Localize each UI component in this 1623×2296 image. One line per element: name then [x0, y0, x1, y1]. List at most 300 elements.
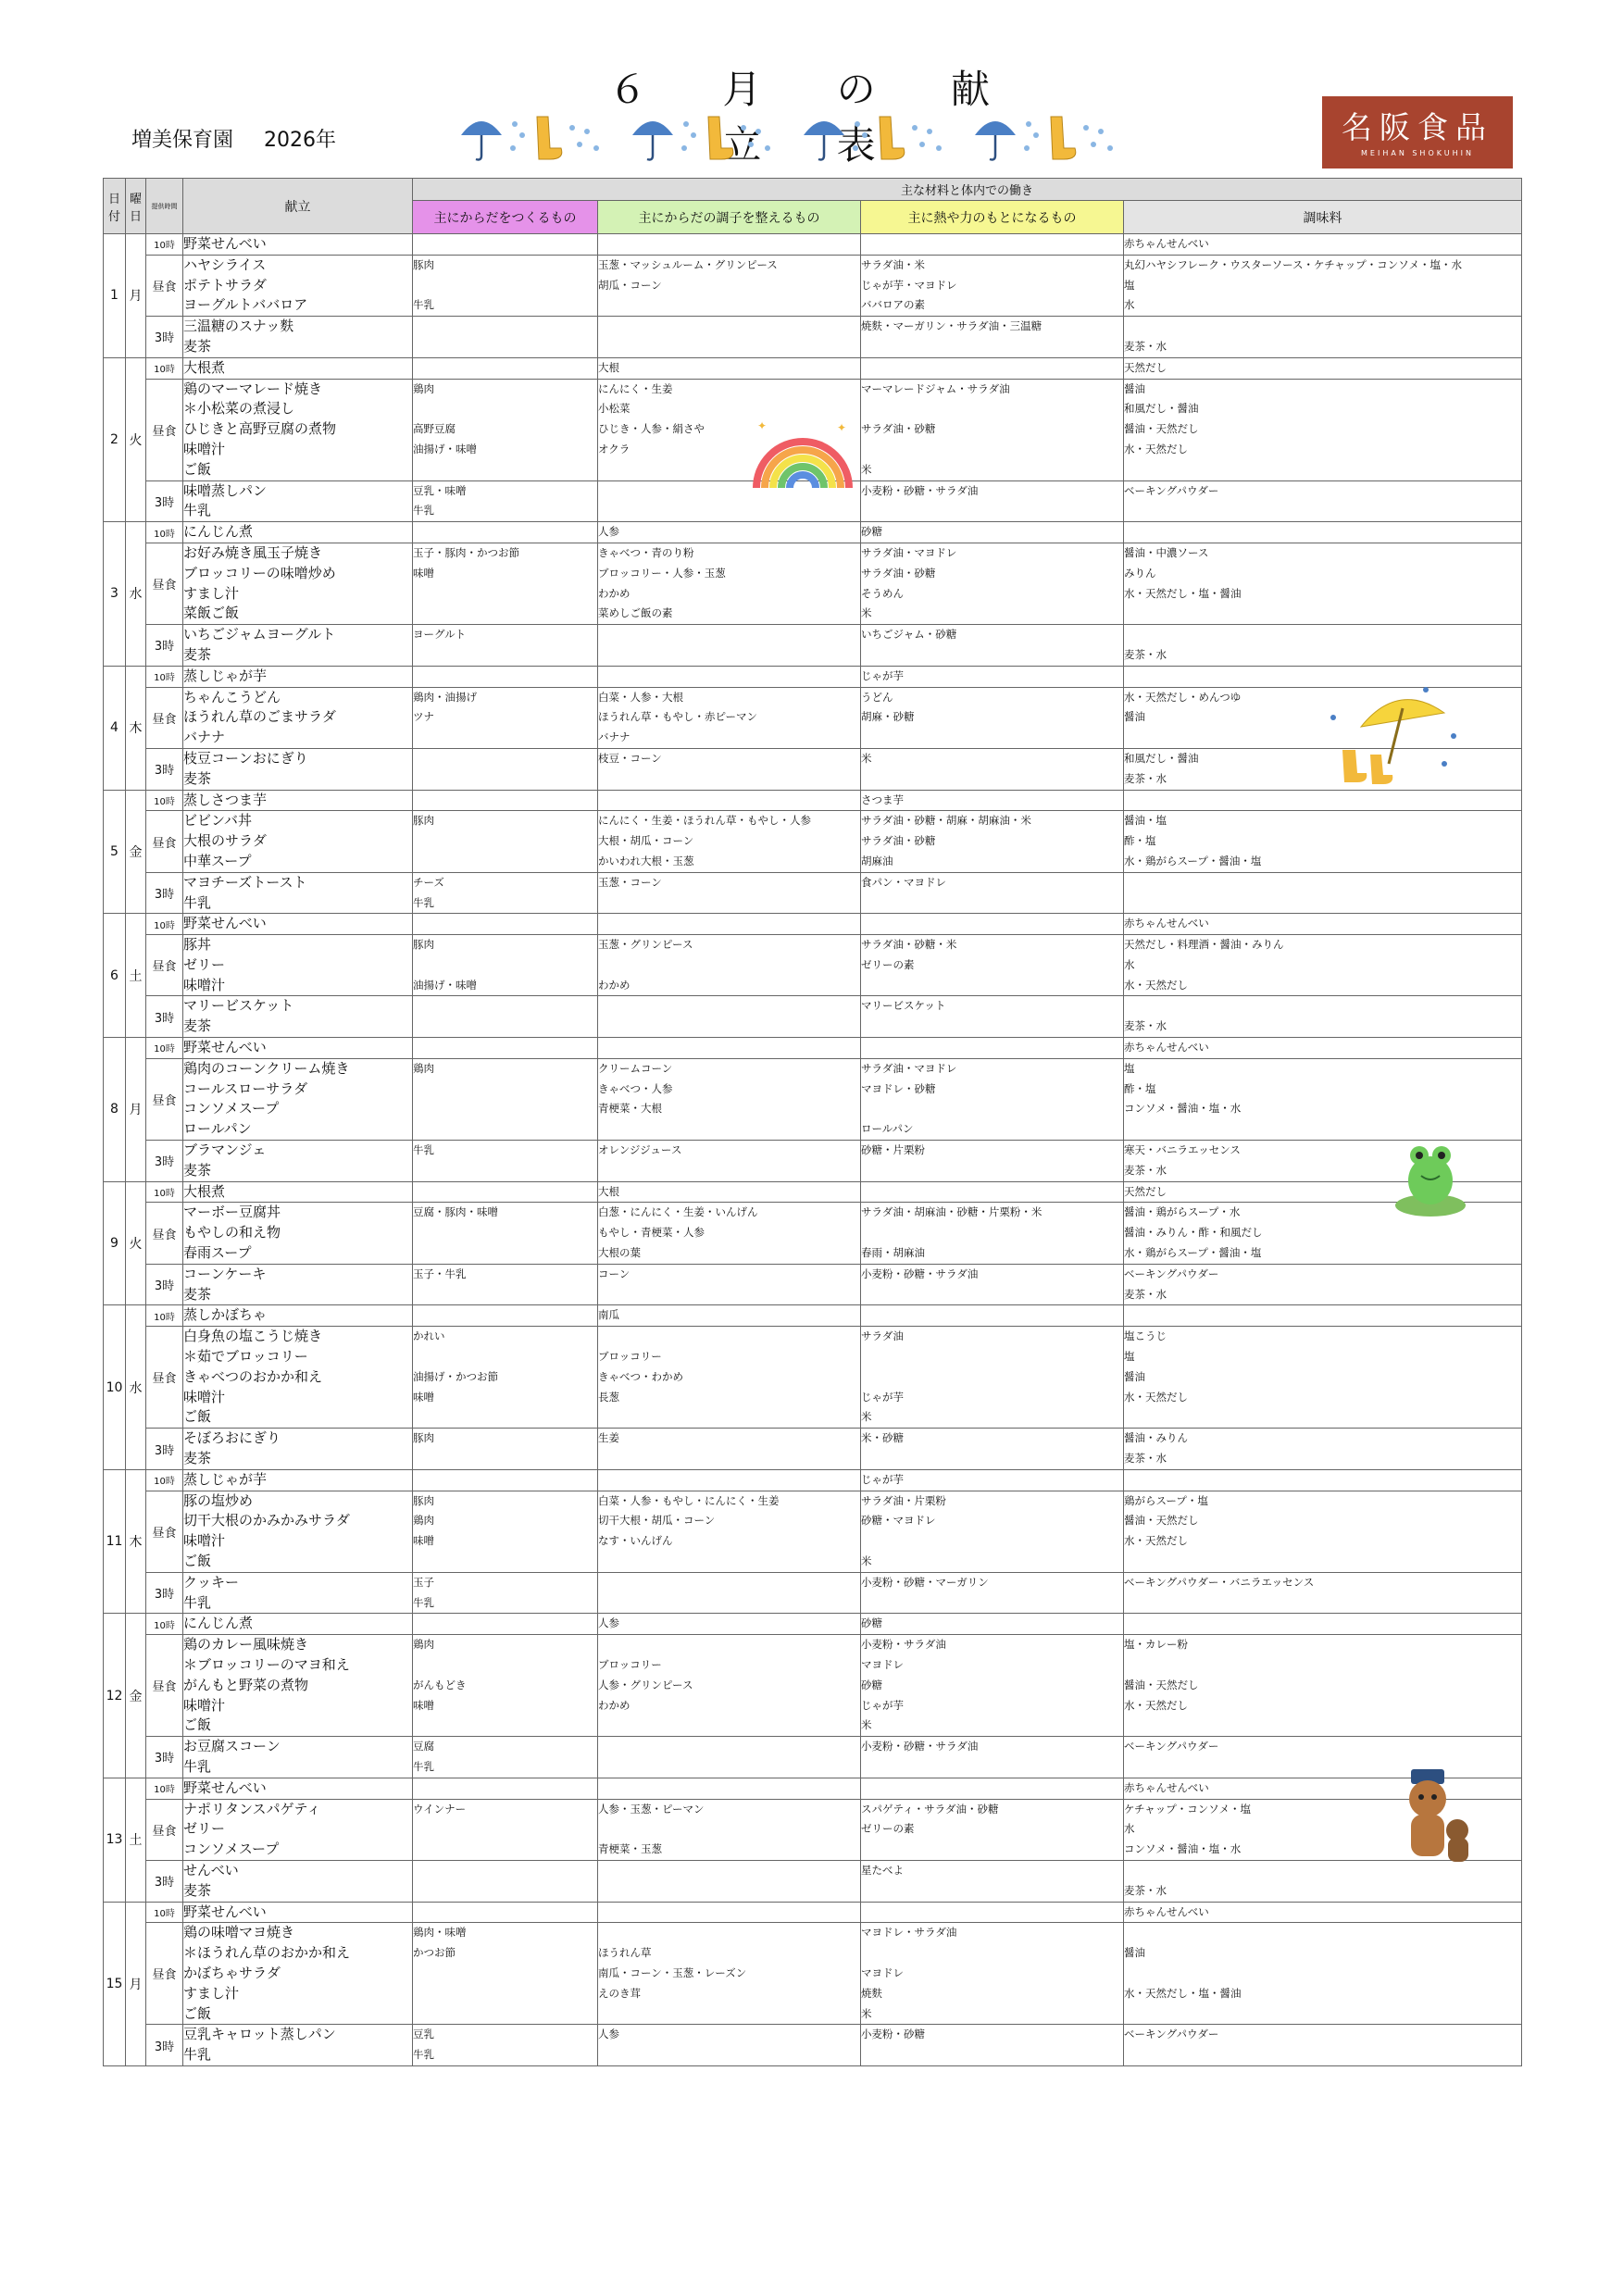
dish-name: 蒸しかぼちゃ: [183, 1306, 268, 1324]
dish-name: コンソメスープ: [183, 1841, 280, 1858]
energy-cell: [861, 1429, 1124, 1470]
menu-row-lunch: [104, 687, 1522, 748]
energy-cell: [861, 996, 1124, 1038]
dish-name: クッキー: [183, 1573, 240, 1591]
dish-name: ゼリー: [183, 955, 226, 973]
ingredient: サラダ油・砂糖: [861, 566, 936, 580]
dish-name: 味噌汁: [183, 1388, 226, 1405]
date-cell: 15: [104, 1902, 126, 2065]
energy-cell: [861, 914, 1124, 935]
ingredient: [413, 460, 597, 480]
regulate-body-cell: [598, 1141, 861, 1182]
ingredient: ブロッコリー: [598, 1350, 662, 1364]
energy-cell: [861, 625, 1124, 667]
menu-row-lunch: [104, 1635, 1522, 1737]
seasoning-cell: [1124, 1614, 1522, 1635]
ingredient: 砂糖・片栗粉: [861, 1143, 925, 1157]
dish-cell: [183, 234, 413, 256]
energy-cell: [861, 1614, 1124, 1635]
energy-cell: [861, 1737, 1124, 1778]
ingredient: [598, 645, 860, 666]
weekday-cell: 金: [126, 790, 146, 914]
ingredient: [598, 1017, 860, 1037]
frog-illustration: [1393, 1129, 1467, 1217]
ingredient: [413, 1903, 597, 1923]
time-slot: 10時: [146, 234, 183, 256]
ingredient: [413, 1470, 597, 1491]
seasoning: 和風だし・醤油: [1124, 402, 1199, 416]
ingredient: [413, 1778, 597, 1799]
ingredient: 米: [861, 606, 872, 620]
seasoning: 醤油: [1124, 710, 1145, 724]
ingredient: [861, 2045, 1123, 2065]
energy-cell: [861, 1327, 1124, 1429]
build-body-cell: [413, 255, 598, 316]
regulate-body-cell: [598, 1799, 861, 1860]
dish-name: ゼリー: [183, 1820, 226, 1838]
seasoning: 丸幻ハヤシフレーク・ウスターソース・ケチャップ・コンソメ・塩・水: [1124, 257, 1463, 271]
svg-text:✦: ✦: [757, 419, 768, 432]
ingredient: 牛乳: [413, 2048, 434, 2062]
ingredient: ゼリーの素: [861, 957, 915, 971]
ingredient: 鶏肉・味噌: [413, 1926, 467, 1940]
energy-cell: [861, 234, 1124, 256]
ingredient: [861, 1449, 1123, 1469]
build-body-cell: [413, 1635, 598, 1737]
dish-name: 鶏肉のコーンクリーム焼き: [183, 1059, 350, 1077]
time-slot: 昼食: [146, 811, 183, 872]
ingredient: 牛乳: [413, 1143, 434, 1157]
time-slot: 10時: [146, 790, 183, 811]
dish-name: ＊ほうれん草のおかか和え: [183, 1944, 351, 1962]
seasoning: 醤油・鶏がらスープ・水: [1124, 1205, 1241, 1219]
ingredient: [413, 831, 597, 852]
energy-cell: [861, 790, 1124, 811]
seasoning: [1124, 873, 1521, 893]
ingredient: [413, 914, 597, 934]
ingredient: 白菜・人参・大根: [598, 690, 683, 704]
time-slot: 昼食: [146, 1923, 183, 2025]
school-info: [131, 124, 360, 153]
ingredient: 菜めしご飯の素: [598, 606, 673, 620]
ingredient: [861, 1943, 1123, 1964]
menu-row-lunch: [104, 935, 1522, 996]
ingredient: ツナ: [413, 710, 434, 724]
seasoning: 赤ちゃんせんべい: [1124, 237, 1209, 250]
regulate-body-cell: [598, 666, 861, 687]
date-cell: 12: [104, 1614, 126, 1778]
date-cell: 8: [104, 1038, 126, 1182]
ingredient: [598, 1716, 860, 1736]
dish-name: 鶏のカレー風味焼き: [183, 1636, 309, 1653]
dish-cell: [183, 1264, 413, 1305]
ingredient: さつま芋: [861, 792, 904, 806]
seasoning-cell: [1124, 1058, 1522, 1140]
regulate-body-cell: [598, 1572, 861, 1614]
time-slot: 3時: [146, 1860, 183, 1902]
ingredient: きゃべつ・わかめ: [598, 1369, 683, 1383]
school-name: 増美保育園: [131, 129, 234, 152]
logo-subtext: MEIHAN SHOKUHIN: [1361, 149, 1474, 157]
energy-cell: [861, 1469, 1124, 1491]
ingredient: 焼麩: [861, 1986, 882, 2000]
ingredient: [413, 1840, 597, 1860]
weekday-cell: 月: [126, 1038, 146, 1182]
ingredient: なす・いんげん: [598, 1534, 673, 1548]
ingredient: 米・砂糖: [861, 1431, 904, 1445]
seasoning: 水・天然だし・めんつゆ: [1124, 690, 1242, 704]
ingredient: [413, 1819, 597, 1840]
ingredient: [413, 1119, 597, 1140]
build-body-cell: [413, 480, 598, 522]
dish-cell: [183, 543, 413, 624]
ingredient: [413, 1984, 597, 2004]
ingredient: [598, 1573, 860, 1593]
time-slot: 昼食: [146, 935, 183, 996]
build-body-cell: [413, 1038, 598, 1059]
header-date: 日付: [104, 179, 126, 234]
dish-cell: [183, 480, 413, 522]
dish-name: ご飯: [183, 1553, 212, 1569]
ingredient: マヨドレ・サラダ油: [861, 1926, 957, 1940]
seasoning-cell: [1124, 1572, 1522, 1614]
ingredient: [598, 625, 860, 645]
time-slot: 10時: [146, 522, 183, 543]
ingredient: [413, 337, 597, 357]
ingredient: わかめ: [598, 1698, 630, 1712]
time-slot: 3時: [146, 996, 183, 1038]
dish-cell: [183, 625, 413, 667]
build-body-cell: [413, 1923, 598, 2025]
dish-name: 枝豆コーンおにぎり: [183, 749, 308, 767]
seasoning: 水: [1124, 957, 1135, 971]
ingredient: 青梗菜・玉葱: [598, 1842, 662, 1856]
energy-cell: [861, 1141, 1124, 1182]
ingredient: [861, 1182, 1123, 1203]
energy-cell: [861, 1799, 1124, 1860]
weekday-cell: 土: [126, 914, 146, 1038]
seasoning: [1124, 1614, 1521, 1634]
ingredient: 玉葱・マッシュルーム・グリンピース: [598, 257, 778, 271]
dish-name: 蒸しじゃが芋: [183, 667, 268, 684]
seasoning: 水・天然だし・塩・醤油: [1124, 1986, 1242, 2000]
time-slot: 3時: [146, 1737, 183, 1778]
umbrella-boots-illustration: [1324, 671, 1463, 792]
seasoning: [1124, 501, 1521, 521]
seasoning-cell: [1124, 1327, 1522, 1429]
regulate-body-cell: [598, 811, 861, 872]
regulate-body-cell: [598, 872, 861, 914]
regulate-body-cell: [598, 1902, 861, 1923]
dish-name: ロールパン: [183, 1120, 252, 1138]
ingredient: [861, 1347, 1123, 1367]
menu-row-morning: [104, 1614, 1522, 1635]
ingredient: [413, 1552, 597, 1572]
dish-name: 麦茶: [183, 1285, 212, 1303]
company-logo: [1322, 96, 1513, 168]
ingredient: 味噌: [413, 566, 434, 580]
regulate-body-cell: [598, 996, 861, 1038]
dish-cell: [183, 1038, 413, 1059]
ingredient: 鶏肉: [413, 1061, 434, 1075]
time-slot: 昼食: [146, 687, 183, 748]
build-body-cell: [413, 1860, 598, 1902]
seasoning: みりん: [1124, 566, 1156, 580]
regulate-body-cell: [598, 625, 861, 667]
seasoning: [1124, 1470, 1521, 1491]
ingredient: じゃが芋: [861, 1472, 904, 1486]
ingredient: [861, 1778, 1123, 1799]
ingredient: 玉葱・グリンピース: [598, 938, 693, 952]
dish-cell: [183, 914, 413, 935]
ingredient: [413, 522, 597, 543]
ingredient: [413, 604, 597, 624]
regulate-body-cell: [598, 748, 861, 790]
ingredient: 牛乳: [413, 298, 434, 312]
regulate-body-cell: [598, 1635, 861, 1737]
dish-name: 鶏のマーマレード焼き: [183, 380, 323, 397]
ingredient: [598, 1161, 860, 1181]
seasoning-cell: [1124, 935, 1522, 996]
seasoning: ベーキングパウダー: [1124, 1267, 1219, 1280]
dish-name: 牛乳: [183, 502, 212, 519]
seasoning: 水・天然だし: [1124, 1534, 1188, 1548]
ingredient: 南瓜: [598, 1308, 619, 1322]
dish-name: 麦茶: [183, 1161, 212, 1179]
ingredient: 人参・グリンピース: [598, 1678, 693, 1691]
energy-cell: [861, 317, 1124, 358]
seasoning: ケチャップ・コンソメ・塩: [1124, 1802, 1251, 1816]
regulate-body-cell: [598, 1491, 861, 1572]
build-body-cell: [413, 914, 598, 935]
dish-cell: [183, 1799, 413, 1860]
time-slot: 昼食: [146, 1799, 183, 1860]
ingredient: [598, 769, 860, 790]
time-slot: 10時: [146, 666, 183, 687]
seasoning: [1124, 1655, 1521, 1676]
dish-name: ビビンバ丼: [183, 812, 252, 830]
ingredient: [413, 1223, 597, 1243]
build-body-cell: [413, 1737, 598, 1778]
ingredient: [598, 1923, 860, 1943]
ingredient: サラダ油・砂糖・胡麻・胡麻油・米: [861, 814, 1031, 828]
ingredient: 青梗菜・大根: [598, 1102, 662, 1116]
ingredient: ほうれん草・もやし・赤ピーマン: [598, 710, 758, 724]
ingredient: [413, 358, 597, 379]
dish-cell: [183, 317, 413, 358]
header-time: 提供時間: [146, 179, 183, 234]
dish-name: がんもと野菜の煮物: [183, 1676, 309, 1693]
seasoning: 麦茶・水: [1124, 339, 1167, 353]
ingredient: 豚肉: [413, 814, 434, 828]
build-body-cell: [413, 935, 598, 996]
ingredient: 小麦粉・砂糖: [861, 2028, 925, 2041]
ingredient: サラダ油・胡麻油・砂糖・片栗粉・米: [861, 1205, 1042, 1219]
time-slot: 10時: [146, 1305, 183, 1327]
ingredient: 星たべよ: [861, 1863, 904, 1877]
seasoning: 水・鶏がらスープ・醤油・塩: [1124, 854, 1262, 867]
ingredient: [598, 1552, 860, 1572]
time-slot: 3時: [146, 872, 183, 914]
seasoning-cell: [1124, 1491, 1522, 1572]
dish-name: にんじん煮: [183, 1615, 254, 1632]
ingredient: [413, 749, 597, 769]
regulate-body-cell: [598, 1305, 861, 1327]
seasoning: 水・鶏がらスープ・醤油・塩: [1124, 1246, 1262, 1260]
svg-text:✦: ✦: [837, 421, 847, 434]
ingredient: にんにく・生姜・ほうれん草・もやし・人参: [598, 814, 811, 828]
ingredient: [598, 1757, 860, 1778]
ingredient: 大根: [598, 360, 619, 374]
build-body-cell: [413, 1429, 598, 1470]
ingredient: [413, 791, 597, 811]
ingredient: [861, 1367, 1123, 1388]
dish-name: ＊ブロッコリーのマヨ和え: [183, 1655, 350, 1673]
ingredient: サラダ油・片栗粉: [861, 1493, 946, 1507]
seasoning: 醤油・塩: [1124, 814, 1167, 828]
seasoning: 麦茶・水: [1124, 771, 1167, 785]
seasoning: ベーキングパウダー: [1124, 483, 1219, 497]
build-body-cell: [413, 1799, 598, 1860]
ingredient: [413, 1305, 597, 1326]
seasoning-cell: [1124, 1305, 1522, 1327]
dish-name: 麦茶: [183, 1017, 212, 1035]
dish-name: お豆腐スコーン: [183, 1738, 281, 1755]
time-slot: 3時: [146, 1572, 183, 1614]
ingredient: [413, 1285, 597, 1305]
seasoning: [1124, 625, 1521, 645]
build-body-cell: [413, 1491, 598, 1572]
ingredient: 胡麻・砂糖: [861, 710, 915, 724]
ingredient: [861, 1223, 1123, 1243]
ingredient: [861, 440, 1123, 460]
build-body-cell: [413, 234, 598, 256]
menu-row-lunch: [104, 1203, 1522, 1264]
ingredient: [598, 1327, 860, 1347]
ingredient: 人参・玉葱・ピーマン: [598, 1802, 705, 1816]
dish-name: ブラマンジェ: [183, 1142, 267, 1159]
seasoning: [1124, 791, 1521, 811]
time-slot: 10時: [146, 1181, 183, 1203]
time-slot: 10時: [146, 914, 183, 935]
ingredient: じゃが芋: [861, 1390, 904, 1404]
seasoning-cell: [1124, 480, 1522, 522]
ingredient: [413, 1243, 597, 1264]
seasoning: 塩: [1124, 1350, 1135, 1364]
seasoning: 赤ちゃんせんべい: [1124, 1780, 1209, 1794]
seasoning: 天然だし: [1124, 360, 1167, 374]
dish-cell: [183, 1305, 413, 1327]
regulate-body-cell: [598, 1203, 861, 1264]
time-slot: 3時: [146, 1429, 183, 1470]
energy-cell: [861, 1572, 1124, 1614]
ingredient: [413, 234, 597, 255]
ingredient: [598, 295, 860, 316]
ingredient: [413, 1614, 597, 1634]
ingredient: 大根: [598, 1184, 619, 1198]
seasoning-cell: [1124, 1429, 1522, 1470]
seasoning: 水・天然だし・塩・醤油: [1124, 586, 1242, 600]
build-body-cell: [413, 811, 598, 872]
ingredient: [861, 645, 1123, 666]
ingredient: わかめ: [598, 586, 630, 600]
build-body-cell: [413, 1181, 598, 1203]
ingredient: ブロッコリー: [598, 1657, 662, 1671]
regulate-body-cell: [598, 2025, 861, 2066]
dish-name: 豚の塩炒め: [183, 1491, 254, 1509]
dish-cell: [183, 872, 413, 914]
seasoning: 醤油・天然だし: [1124, 422, 1199, 436]
dish-name: ヨーグルトババロア: [183, 296, 308, 314]
dish-name: マヨチーズトースト: [183, 873, 307, 891]
dish-name: ハヤシライス: [183, 256, 267, 273]
page-title: ６ 月 の 献 立 表: [607, 67, 1022, 168]
time-slot: 3時: [146, 1264, 183, 1305]
dish-cell: [183, 1778, 413, 1799]
regulate-body-cell: [598, 1429, 861, 1470]
ingredient: [598, 914, 860, 934]
seasoning: 麦茶・水: [1124, 1883, 1167, 1897]
ingredient: サラダ油・マヨドレ: [861, 1061, 957, 1075]
ingredient: 米: [861, 462, 872, 476]
seasoning: 醤油・中濃ソース: [1124, 545, 1209, 559]
ingredient: 高野豆腐: [413, 422, 456, 436]
build-body-cell: [413, 1469, 598, 1491]
ingredient: 米: [861, 1410, 872, 1424]
seasoning: 酢・塩: [1124, 834, 1156, 848]
dish-cell: [183, 790, 413, 811]
build-body-cell: [413, 522, 598, 543]
ingredient: かれい: [413, 1329, 445, 1343]
seasoning: 塩・カレー粉: [1124, 1638, 1188, 1652]
ingredient: [413, 955, 597, 976]
ingredient: [413, 667, 597, 687]
ingredient: 小麦粉・砂糖・サラダ油: [861, 1267, 979, 1280]
ingredient: [598, 1449, 860, 1469]
ingredient: バナナ: [598, 730, 630, 744]
ingredient: 人参: [598, 1616, 619, 1630]
dish-name: ポテトサラダ: [183, 276, 267, 293]
ingredient: マヨドレ・砂糖: [861, 1081, 936, 1095]
seasoning: 醤油: [1124, 1946, 1145, 1960]
ingredient: 胡麻油: [861, 854, 893, 867]
header-menu: 献立: [183, 179, 413, 234]
ingredient: [413, 852, 597, 872]
ingredient: [413, 1161, 597, 1181]
ingredient: [413, 1347, 597, 1367]
ingredient: [413, 2004, 597, 2025]
seasoning-cell: [1124, 1860, 1522, 1902]
ingredient: マーマレードジャム・サラダ油: [861, 381, 1010, 395]
seasoning: 和風だし・醤油: [1124, 751, 1199, 765]
ingredient: [861, 1881, 1123, 1902]
dish-name: 大根煮: [183, 358, 226, 376]
menu-row-snack: [104, 1264, 1522, 1305]
header-materials: 主な材料と体内での働き: [413, 179, 1522, 201]
seasoning: 鶏がらスープ・塩: [1124, 1493, 1208, 1507]
regulate-body-cell: [598, 1923, 861, 2025]
seasoning: [1124, 1593, 1521, 1614]
ingredient: [861, 337, 1123, 357]
ingredient: 豚肉: [413, 1431, 434, 1445]
dish-name: ブロッコリーの味噌炒め: [183, 564, 336, 581]
ingredient: 生姜: [598, 1431, 619, 1445]
ingredient: 油揚げ・味噌: [413, 442, 477, 455]
ingredient: [598, 667, 860, 687]
ingredient: マヨドレ: [861, 1965, 904, 1979]
time-slot: 10時: [146, 1614, 183, 1635]
dish-name: 牛乳: [183, 1757, 212, 1775]
